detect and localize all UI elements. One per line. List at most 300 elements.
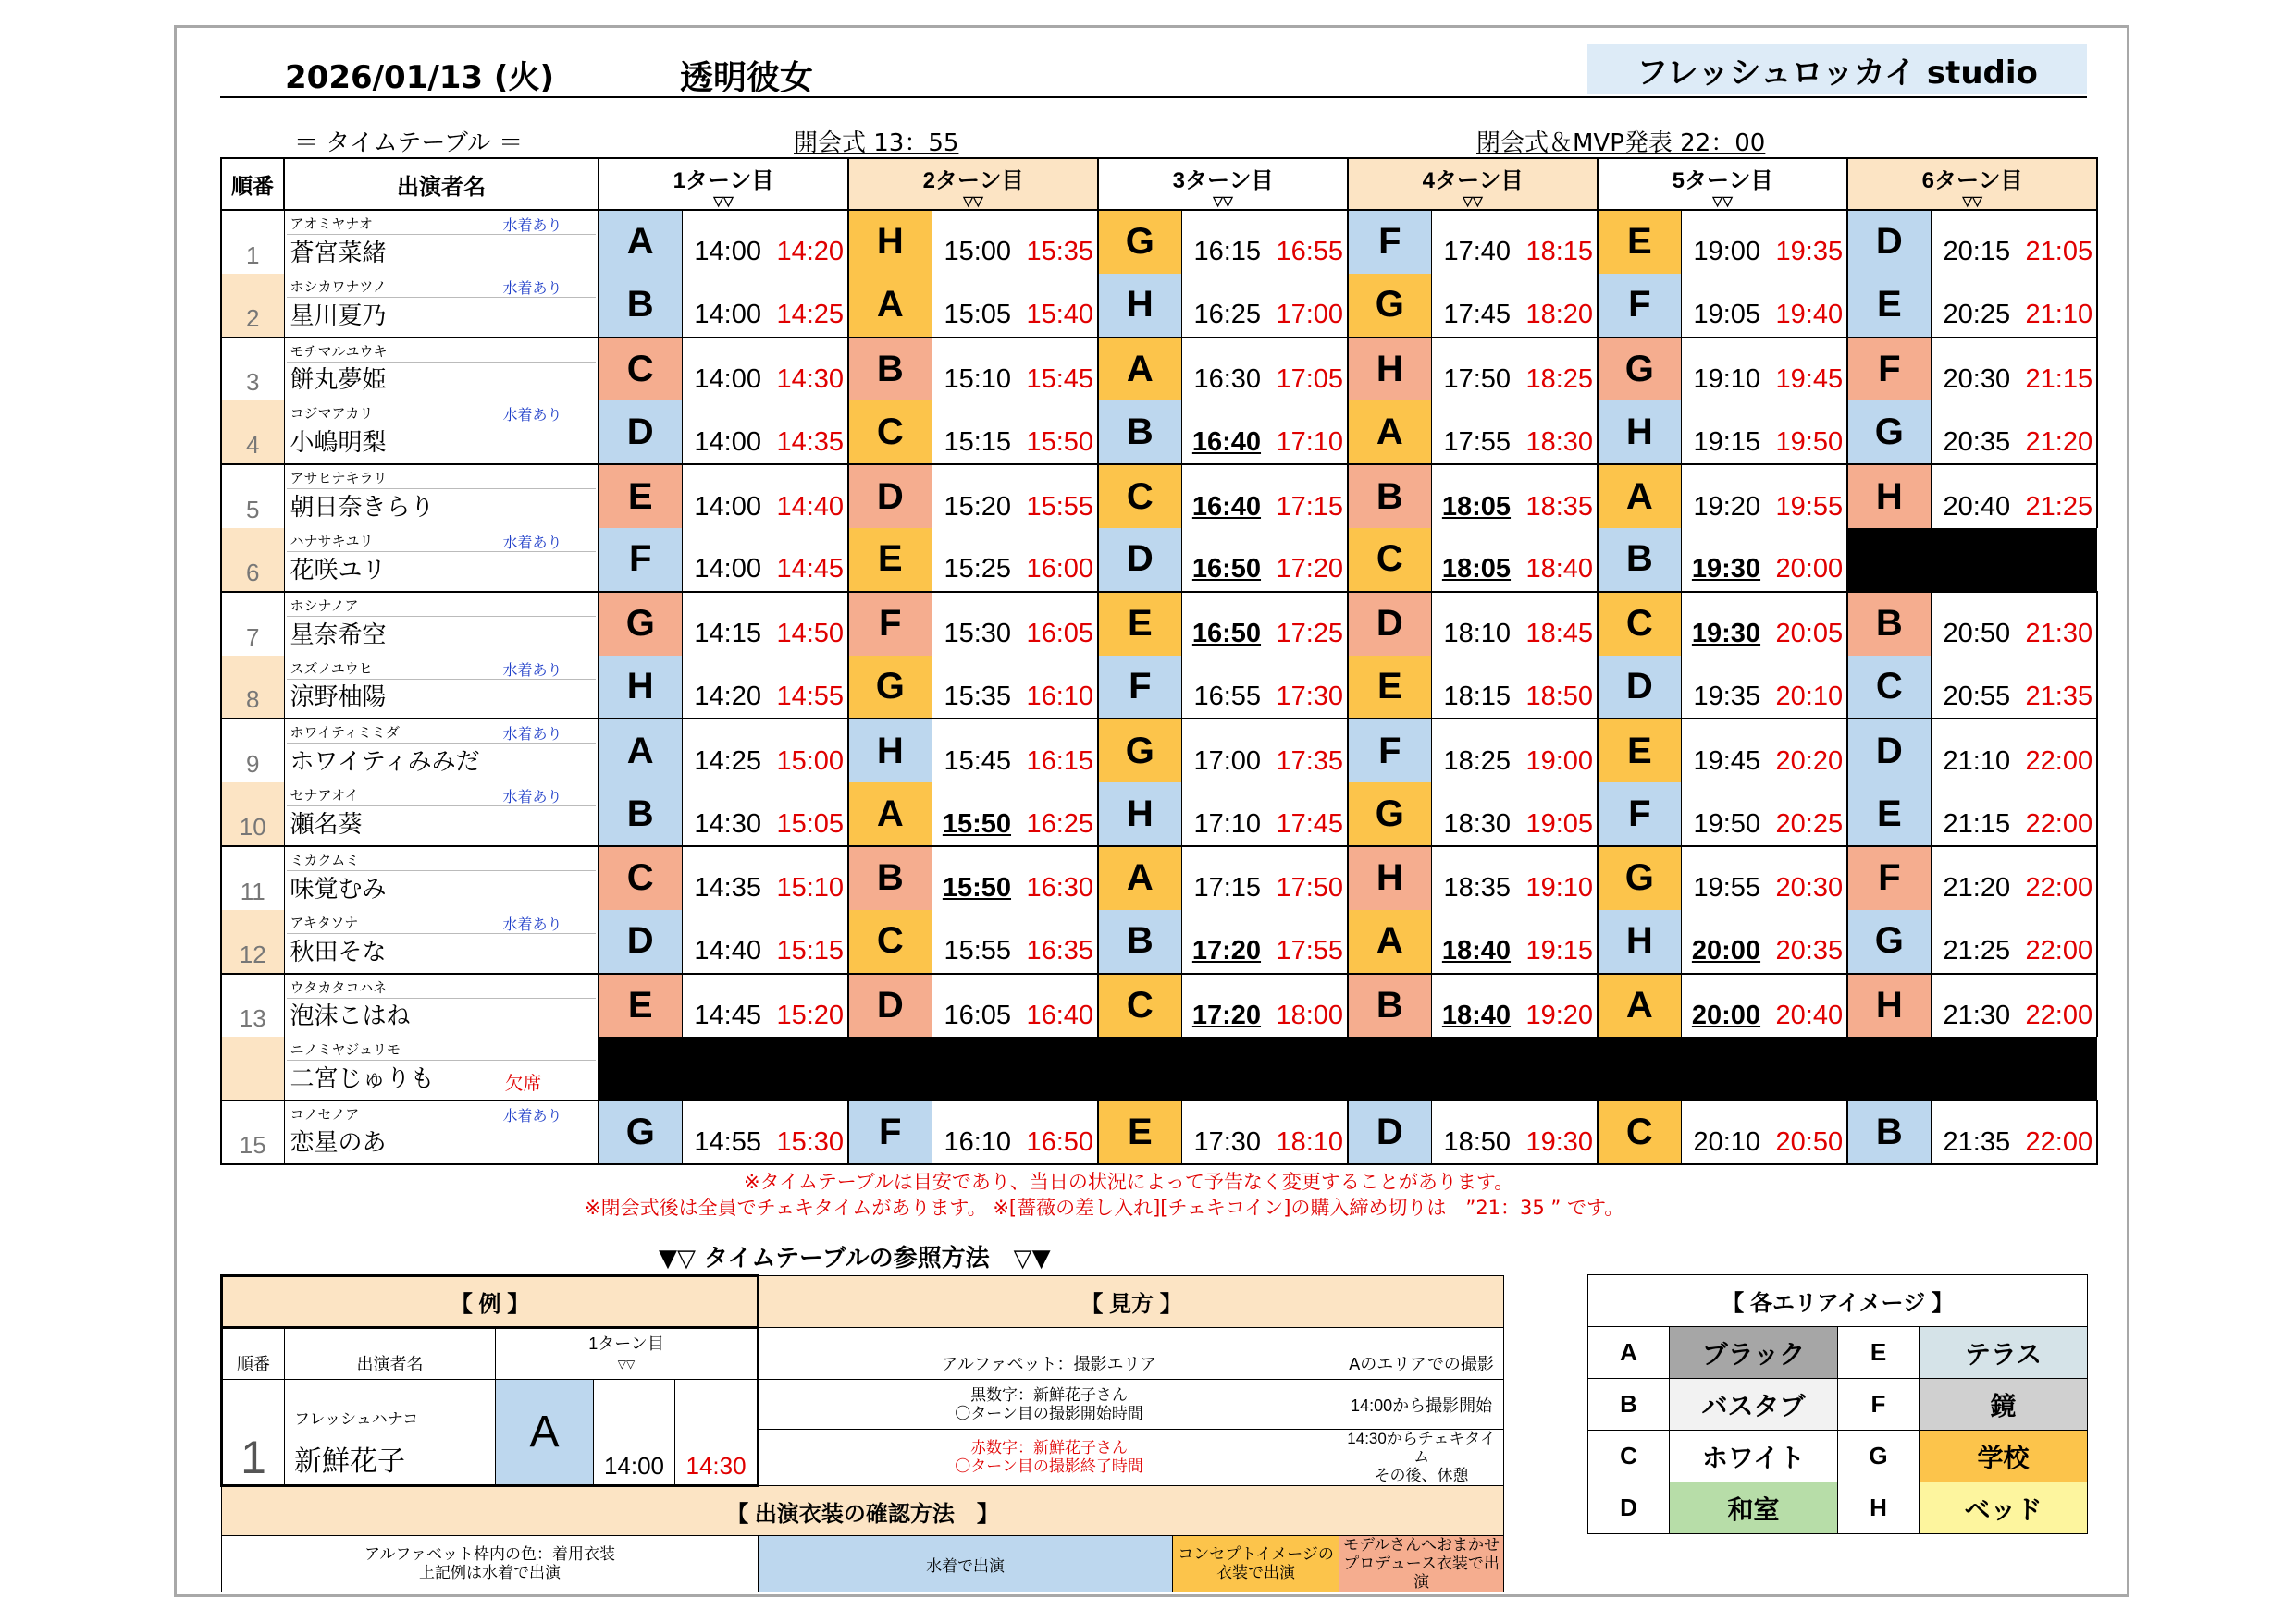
start-time: 18:10: [1431, 592, 1514, 656]
start-time: 14:00: [682, 338, 765, 401]
end-time: 22:00: [2014, 910, 2097, 974]
performer-name: 星川夏乃: [290, 301, 387, 329]
closing-time: 閉会式＆MVP発表 22：00: [1476, 129, 1766, 157]
performer-kana: アサヒナキラリ: [290, 471, 388, 487]
example-performer-label: 出演者名: [285, 1328, 496, 1380]
end-time: 16:15: [1015, 719, 1098, 782]
performer-cell: [284, 782, 599, 846]
start-time: 20:25: [1943, 300, 2011, 330]
start-time: 17:40: [1443, 237, 1512, 267]
area-letter: G: [599, 1100, 682, 1164]
swimsuit-badge: 水着あり: [502, 790, 562, 806]
performer-name: 瀬名葵: [290, 809, 363, 838]
start-time: 17:20: [1191, 936, 1262, 966]
area-letter: F: [848, 1100, 932, 1164]
area-letter: C: [848, 400, 932, 464]
area-letter: B: [1098, 400, 1181, 464]
swimsuit-badge: 水着あり: [502, 408, 562, 424]
area-letter: E: [1838, 1327, 1920, 1379]
header-divider: [220, 96, 2087, 98]
end-time: 16:25: [1015, 782, 1098, 846]
area-letter: G: [1598, 846, 1681, 910]
end-time: 19:35: [1764, 210, 1847, 274]
area-letter: G: [1348, 782, 1431, 846]
end-time: 22:00: [2014, 846, 2097, 910]
start-time: 19:45: [1681, 719, 1764, 782]
note-line-1: ※タイムテーブルは目安であり、当日の状況によって予告なく変更することがあります。: [744, 1171, 1514, 1193]
performer-name: 蒼宮菜緒: [290, 238, 387, 266]
area-letter: E: [599, 974, 682, 1038]
row-number: 6: [221, 528, 284, 592]
end-time: 17:50: [1265, 846, 1348, 910]
area-letter: E: [1098, 592, 1181, 656]
end-time: 18:50: [1514, 656, 1598, 719]
turn-header-label: 5ターン目: [1672, 168, 1773, 193]
performer-kana: アオミヤナオ: [290, 216, 374, 232]
performer-name: 星奈希空: [290, 620, 387, 648]
turn-header-5: [1598, 158, 1847, 210]
header-performer: 出演者名: [284, 158, 599, 210]
performer-cell: [284, 656, 599, 719]
start-time: 21:10: [1931, 719, 2014, 782]
end-time: 19:50: [1764, 400, 1847, 464]
end-time: 19:45: [1764, 338, 1847, 401]
end-time: 17:10: [1265, 400, 1348, 464]
turn-header-marker: ▽▽: [713, 193, 734, 208]
performer-cell: [284, 464, 599, 528]
start-time: 14:00: [694, 237, 761, 267]
area-letter: E: [599, 464, 682, 528]
area-name: 学校: [1920, 1431, 2088, 1482]
performer-kana: モチマルユウキ: [290, 343, 388, 360]
area-name: 和室: [1670, 1482, 1838, 1534]
end-time: 20:25: [1764, 782, 1847, 846]
start-time: 19:05: [1693, 300, 1761, 330]
area-row: [1588, 1431, 2088, 1482]
end-time: 16:05: [1015, 592, 1098, 656]
start-time: 14:40: [694, 936, 761, 966]
end-time: 21:35: [2014, 656, 2097, 719]
performer-kana: ウタカタコハネ: [290, 979, 388, 996]
start-time: 14:30: [694, 808, 761, 839]
area-letter: A: [1098, 338, 1181, 401]
performer-row: [221, 1037, 2097, 1100]
costume-note-1: アルファベット枠内の色：着用衣装: [364, 1545, 616, 1563]
end-time: 18:30: [1514, 400, 1598, 464]
example-name: 新鮮花子: [294, 1446, 405, 1477]
performer-name: 朝日奈きらり: [290, 492, 435, 521]
area-letter: A: [1598, 974, 1681, 1038]
start-time: 16:40: [1181, 464, 1265, 528]
turn-header-1: [599, 158, 848, 210]
swimsuit-badge: 水着あり: [502, 280, 562, 297]
area-letter: G: [1838, 1431, 1920, 1482]
start-time: 19:30: [1691, 554, 1761, 584]
end-time: 21:30: [2014, 592, 2097, 656]
event-date: 2026/01/13 (火): [285, 59, 555, 96]
start-time: 16:25: [1193, 300, 1262, 330]
row-number: 8: [221, 656, 284, 719]
area-letter: C: [1098, 464, 1181, 528]
area-letter: D: [1847, 210, 1931, 274]
performer-cell: [284, 846, 599, 910]
end-time: 14:30: [765, 338, 848, 401]
end-time: 18:35: [1514, 464, 1598, 528]
start-time: 16:10: [932, 1100, 1015, 1164]
performer-row: [221, 1100, 2097, 1164]
end-time: 14:35: [765, 400, 848, 464]
end-time: 16:40: [1015, 974, 1098, 1038]
end-time: 17:15: [1265, 464, 1348, 528]
costume-swimsuit: 水着で出演: [759, 1536, 1173, 1592]
area-letter: D: [1098, 528, 1181, 592]
start-time: 20:50: [1931, 592, 2014, 656]
area-letter: F: [1598, 782, 1681, 846]
row-number: 9: [221, 719, 284, 782]
performer-cell: [284, 400, 599, 464]
row-number: 13: [221, 974, 284, 1038]
end-time: 15:05: [765, 782, 848, 846]
end-time: 16:10: [1015, 656, 1098, 719]
view-red-desc: [1339, 1430, 1504, 1486]
view-black-line-2: 〇ターン目の撮影開始時間: [955, 1404, 1143, 1422]
start-time: 15:45: [932, 719, 1015, 782]
costume-header: 【 出演衣装の確認方法 】: [222, 1486, 1504, 1536]
area-letter: A: [1348, 400, 1431, 464]
start-time: 15:00: [944, 237, 1012, 267]
start-time: 14:00: [694, 554, 761, 584]
performer-row: [221, 274, 2097, 338]
start-time: 19:20: [1681, 464, 1764, 528]
area-letter: A: [599, 719, 682, 782]
area-letter: H: [599, 656, 682, 719]
howto-legend: [220, 1274, 1504, 1592]
area-letter: B: [1098, 910, 1181, 974]
performer-kana: ホワイティミミダ: [290, 725, 400, 742]
end-time: 15:30: [765, 1100, 848, 1164]
area-letter: H: [1598, 910, 1681, 974]
performer-cell: [284, 1037, 599, 1100]
area-letter: D: [1598, 656, 1681, 719]
area-letter: A: [1098, 846, 1181, 910]
area-letter: C: [599, 846, 682, 910]
end-time: 17:45: [1265, 782, 1348, 846]
swimsuit-badge: 水着あり: [502, 916, 562, 933]
turn-header-marker: ▽▽: [1962, 193, 1982, 208]
end-time: 15:15: [765, 910, 848, 974]
area-letter: E: [1098, 1100, 1181, 1164]
performer-row: [221, 782, 2097, 846]
turn-header-label: 6ターン目: [1921, 168, 2023, 193]
area-letter: H: [1098, 782, 1181, 846]
start-time: 14:45: [682, 974, 765, 1038]
area-letter: F: [1598, 274, 1681, 338]
area-letter: H: [848, 210, 932, 274]
performer-kana: スズノユウヒ: [290, 660, 373, 677]
area-letter: H: [1838, 1482, 1920, 1534]
performer-row: [221, 528, 2097, 592]
area-letter: B: [599, 274, 682, 338]
performer-row: [221, 400, 2097, 464]
end-time: 17:05: [1265, 338, 1348, 401]
header-order: 順番: [221, 158, 284, 210]
area-letter: C: [1847, 656, 1931, 719]
start-time: 14:00: [682, 464, 765, 528]
area-row: [1588, 1327, 2088, 1379]
end-time: 15:35: [1015, 210, 1098, 274]
howto-title: ▼▽ タイムテーブルの参照方法 ▽▼: [659, 1245, 1051, 1273]
performer-name: 泡沫こはね: [290, 1002, 411, 1030]
area-letter: C: [1598, 592, 1681, 656]
area-letter: F: [1348, 719, 1431, 782]
performer-cell: [284, 910, 599, 974]
performer-cell: [284, 1100, 599, 1164]
performer-name: 恋星のあ: [290, 1127, 387, 1156]
end-time: 19:05: [1514, 782, 1598, 846]
swimsuit-badge: 水着あり: [502, 218, 562, 234]
area-letter: H: [1348, 338, 1431, 401]
start-time: 18:50: [1431, 1100, 1514, 1164]
area-letter: B: [599, 782, 682, 846]
start-time: 19:35: [1693, 681, 1761, 711]
end-time: 14:20: [765, 210, 848, 274]
end-time: 21:15: [2014, 338, 2097, 401]
start-time: 21:25: [1943, 936, 2011, 966]
performer-name: 秋田そな: [290, 937, 387, 965]
start-time: 19:55: [1681, 846, 1764, 910]
performer-cell: [284, 719, 599, 782]
row-number: [221, 1037, 284, 1100]
start-time: 14:00: [694, 300, 761, 330]
start-time: 20:40: [1931, 464, 2014, 528]
start-time: 14:00: [694, 426, 761, 457]
turn-header-marker: ▽▽: [1463, 193, 1483, 208]
area-name: バスタブ: [1670, 1379, 1838, 1431]
performer-row: [221, 846, 2097, 910]
studio-name: フレッシュロッカイ studio: [1587, 44, 2087, 94]
end-time: 19:10: [1514, 846, 1598, 910]
timetable-label: ＝ タイムテーブル ＝: [294, 129, 524, 157]
row-number: 15: [221, 1100, 284, 1164]
area-letter: D: [599, 400, 682, 464]
end-time: 14:50: [765, 592, 848, 656]
area-letter: H: [1348, 846, 1431, 910]
area-row: [1588, 1379, 2088, 1431]
example-area-letter: A: [496, 1380, 594, 1486]
area-letter: B: [848, 338, 932, 401]
area-letter: E: [1847, 782, 1931, 846]
end-time: 18:40: [1514, 528, 1598, 592]
area-letter: D: [1348, 592, 1431, 656]
view-black-label: [759, 1380, 1339, 1430]
start-time: 14:20: [694, 681, 761, 711]
example-start-time: 14:00: [594, 1380, 675, 1486]
performer-name: ホワイティみみだ: [290, 747, 480, 776]
row-number: 1: [221, 210, 284, 274]
start-time: 19:50: [1693, 808, 1761, 839]
area-name: テラス: [1920, 1327, 2088, 1379]
end-time: 15:45: [1015, 338, 1098, 401]
area-name: 鏡: [1920, 1379, 2088, 1431]
example-turn-text: 1ターン目: [588, 1334, 664, 1353]
end-time: 22:00: [2014, 782, 2097, 846]
performer-kana: ホシナノア: [290, 597, 359, 614]
start-time: 17:45: [1443, 300, 1512, 330]
area-letter: G: [1098, 719, 1181, 782]
end-time: 20:00: [1764, 528, 1847, 592]
turn-header-label: 3ターン目: [1172, 168, 1274, 193]
end-time: 15:00: [765, 719, 848, 782]
area-letter: F: [599, 528, 682, 592]
start-time: 19:30: [1681, 592, 1764, 656]
start-time: 16:50: [1191, 554, 1262, 584]
costume-concept-2: 衣装で出演: [1216, 1564, 1296, 1581]
end-time: 19:30: [1514, 1100, 1598, 1164]
area-letter: C: [848, 910, 932, 974]
start-time: 20:00: [1691, 936, 1761, 966]
end-time: 19:55: [1764, 464, 1847, 528]
example-order-number: 1: [222, 1380, 285, 1486]
swimsuit-badge: 水着あり: [502, 662, 562, 679]
area-letter: E: [1598, 719, 1681, 782]
view-red-line-1: 赤数字：新鮮花子さん: [970, 1439, 1129, 1457]
performer-row: [221, 974, 2097, 1038]
area-letter: G: [1847, 400, 1931, 464]
area-letter: B: [1847, 1100, 1931, 1164]
area-letter: F: [1348, 210, 1431, 274]
empty-turn-slot: [1847, 528, 2097, 592]
area-letter: B: [1847, 592, 1931, 656]
start-time: 18:15: [1443, 681, 1512, 711]
view-alpha-label: アルファベット：撮影エリア: [759, 1328, 1339, 1380]
costume-concept-1: コンセプトイメージの: [1178, 1545, 1334, 1563]
start-time: 15:30: [932, 592, 1015, 656]
performer-name: 涼野柚陽: [290, 682, 387, 711]
example-kana: フレッシュハナコ: [294, 1410, 419, 1428]
performer-row: [221, 464, 2097, 528]
area-letter: D: [848, 464, 932, 528]
costume-concept: [1173, 1536, 1339, 1592]
end-time: 14:25: [765, 274, 848, 338]
end-time: 17:20: [1265, 528, 1348, 592]
start-time: 21:35: [1931, 1100, 2014, 1164]
start-time: 16:05: [932, 974, 1015, 1038]
area-letter: G: [599, 592, 682, 656]
event-title: 透明彼女: [680, 59, 814, 97]
start-time: 18:05: [1441, 554, 1512, 584]
turn-header-marker: ▽▽: [1712, 193, 1733, 208]
row-number: 5: [221, 464, 284, 528]
area-letter: D: [1588, 1482, 1670, 1534]
area-image-table: [1587, 1274, 2088, 1534]
end-time: 19:00: [1514, 719, 1598, 782]
start-time: 16:15: [1193, 237, 1262, 267]
start-time: 16:50: [1181, 592, 1265, 656]
example-header: 【 例 】: [222, 1276, 759, 1328]
end-time: 16:30: [1015, 846, 1098, 910]
end-time: 14:55: [765, 656, 848, 719]
start-time: 15:05: [944, 300, 1012, 330]
start-time: 18:35: [1431, 846, 1514, 910]
end-time: 19:20: [1514, 974, 1598, 1038]
row-number: 7: [221, 592, 284, 656]
end-time: 17:55: [1265, 910, 1348, 974]
example-name-cell: [285, 1380, 496, 1486]
area-letter: B: [848, 846, 932, 910]
end-time: 20:20: [1764, 719, 1847, 782]
area-letter: G: [848, 656, 932, 719]
start-time: 14:55: [682, 1100, 765, 1164]
area-letter: H: [848, 719, 932, 782]
area-letter: D: [848, 974, 932, 1038]
performer-name: 味覚むみ: [290, 874, 387, 903]
area-letter: E: [1348, 656, 1431, 719]
end-time: 21:25: [2014, 464, 2097, 528]
example-end-time: 14:30: [675, 1380, 759, 1486]
area-letter: F: [1847, 338, 1931, 401]
view-header: 【 見方 】: [759, 1276, 1504, 1328]
end-time: 17:35: [1265, 719, 1348, 782]
turn-header-marker: ▽▽: [1213, 193, 1233, 208]
end-time: 17:25: [1265, 592, 1348, 656]
schedule-header-row: [221, 158, 2097, 210]
start-time: 15:15: [944, 426, 1012, 457]
area-letter: B: [1348, 464, 1431, 528]
area-letter: C: [1098, 974, 1181, 1038]
area-letter: H: [1847, 974, 1931, 1038]
start-time: 14:25: [682, 719, 765, 782]
end-time: 17:00: [1265, 274, 1348, 338]
example-order-label: 順番: [222, 1328, 285, 1380]
end-time: 16:00: [1015, 528, 1098, 592]
start-time: 21:15: [1943, 808, 2011, 839]
performer-kana: ニノミヤジュリモ: [290, 1042, 401, 1059]
start-time: 16:40: [1191, 426, 1262, 457]
view-red-label: [759, 1430, 1339, 1486]
start-time: 15:35: [944, 681, 1012, 711]
area-letter: F: [848, 592, 932, 656]
performer-row: [221, 719, 2097, 782]
start-time: 21:20: [1931, 846, 2014, 910]
start-time: 21:30: [1931, 974, 2014, 1038]
turn-header-4: [1348, 158, 1598, 210]
area-letter: G: [1348, 274, 1431, 338]
end-time: 16:50: [1015, 1100, 1098, 1164]
performer-cell: [284, 210, 599, 274]
end-time: 15:10: [765, 846, 848, 910]
start-time: 20:35: [1943, 426, 2011, 457]
area-table-title: 【 各エリアイメージ 】: [1588, 1275, 2088, 1327]
start-time: 18:40: [1441, 936, 1512, 966]
start-time: 17:30: [1181, 1100, 1265, 1164]
area-letter: G: [1098, 210, 1181, 274]
area-letter: A: [1348, 910, 1431, 974]
example-turn-label: [496, 1328, 759, 1380]
end-time: 21:05: [2014, 210, 2097, 274]
start-time: 15:50: [932, 846, 1015, 910]
area-letter: F: [1098, 656, 1181, 719]
performer-row: [221, 338, 2097, 401]
area-letter: B: [1348, 974, 1431, 1038]
start-time: 20:00: [1681, 974, 1764, 1038]
row-number: 4: [221, 400, 284, 464]
performer-row: [221, 910, 2097, 974]
start-time: 15:20: [932, 464, 1015, 528]
start-time: 18:05: [1431, 464, 1514, 528]
note-line-2: ※閉会式後は全員でチェキタイムがあります。 ※[薔薇の差し入れ][チェキコイン]の購入締め切りは ”21：35 ” です。: [585, 1197, 1624, 1219]
costume-note: [222, 1536, 759, 1592]
swimsuit-badge: 水着あり: [502, 535, 562, 551]
